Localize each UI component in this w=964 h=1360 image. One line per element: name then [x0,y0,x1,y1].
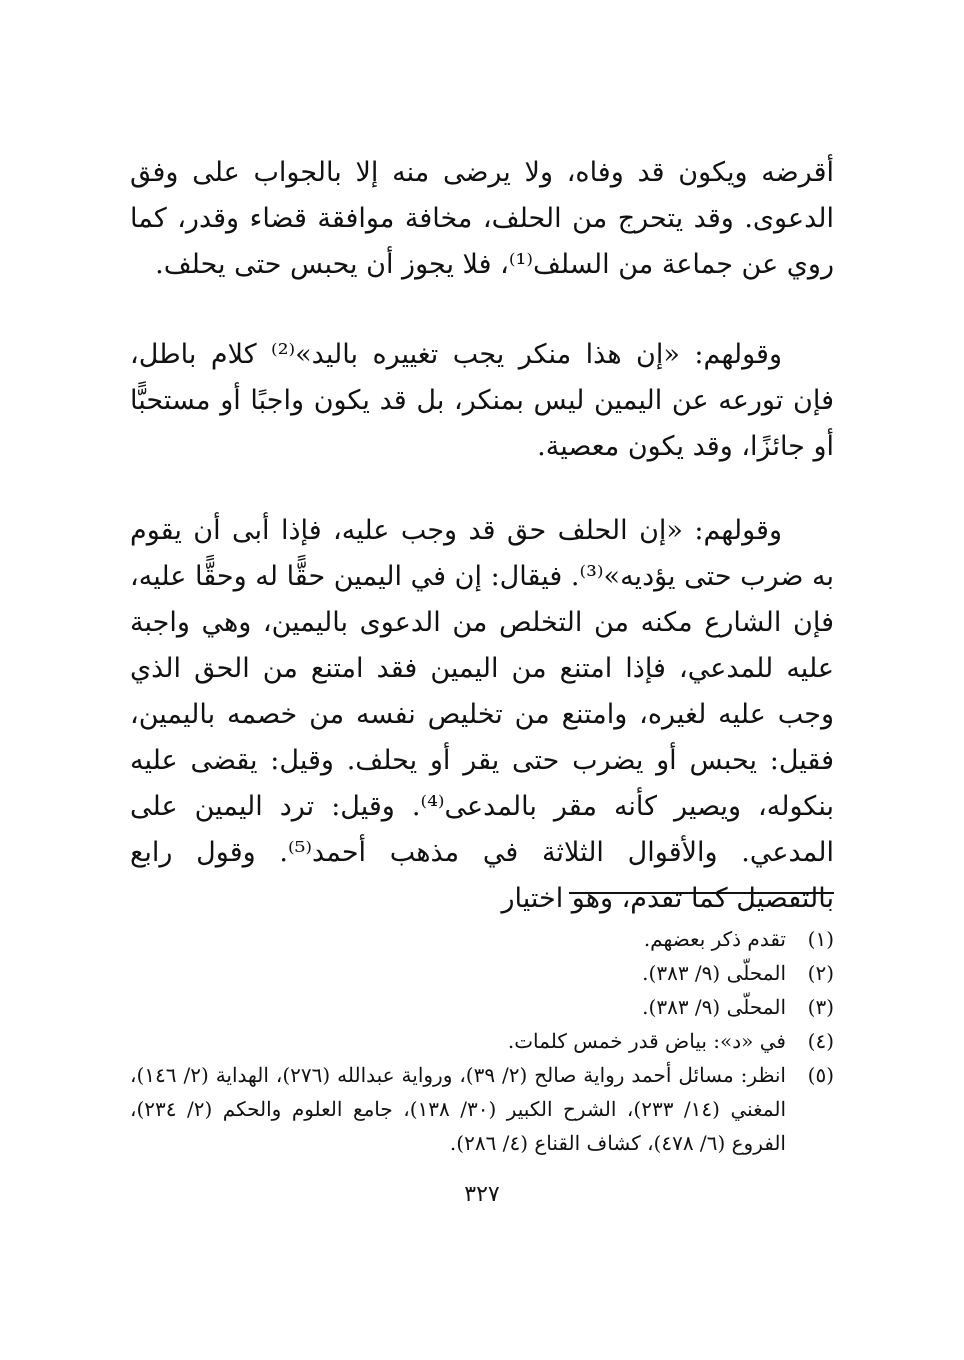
footnote-text: المحلّى (٩/ ٣٨٣). [642,961,786,985]
footnote-item [130,956,834,990]
paragraph-2: وقولهم: «إن هذا منكر يجب تغييره باليد»⁽²⁾ كلام باطل، فإن تورعه عن اليمين ليس بمنكر، بل قد يكون واجبًا أو مستحبًّا أو جائزًا، وقد يكون معصية. [130,339,834,462]
footnote-text: المحلّى (٩/ ٣٨٣). [642,995,786,1019]
footnote-item [130,990,834,1024]
footnote-number: (٣) [807,995,834,1019]
footnotes-list [130,922,834,1160]
footnote-number: (٤) [807,1029,834,1053]
footnote-text: تقدم ذكر بعضهم. [643,927,786,951]
footnote-separator [569,892,834,894]
footnote-text: في «د»: بياض قدر خمس كلمات. [507,1029,786,1053]
page-number: ٣٢٧ [464,1182,500,1207]
footnote-number: (٥) [807,1063,834,1087]
footnote-item [130,1024,834,1058]
footnote-number: (٢) [807,961,834,985]
paragraph-1: أقرضه ويكون قد وفاه، ولا يرضى منه إلا بالجواب على وفق الدعوى. وقد يتحرج من الحلف، مخافة موافقة قضاء وقدر، كما روي عن جماعة من السلف⁽¹⁾، فلا يجوز أن يحبس حتى يحلف. [130,157,834,280]
book-page [130,150,834,1230]
footnote-text: انظر: مسائل أحمد رواية صالح (٢/ ٣٩)، ورواية عبدالله (٢٧٦)، الهداية (٢/ ١٤٦)، المغني (١٤/ ٢٣٣)، الشرح الكبير (٣٠/ ١٣٨)، جامع العلوم والحكم (٢/ ٢٣٤)، الفروع (٦/ ٤٧٨)، كشاف القناع (٤/ ٢٨٦). [130,1063,787,1155]
footnote-item [130,1058,834,1160]
paragraph-3: وقولهم: «إن الحلف حق قد وجب عليه، فإذا أبى أن يقوم به ضرب حتى يؤديه»⁽³⁾. فيقال: إن في اليمين حقًّا له وحقًّا عليه، فإن الشارع مكنه من التخلص من الدعوى باليمين، وهي واجبة عليه للمدعي، فإذا امتنع من اليمين فقد امتنع من الحق الذي وجب عليه لغيره، وامتنع من تخليص نفسه من خصمه باليمين، فقيل: يحبس أو يضرب حتى يقر أو يحلف. وقيل: يقضى عليه بنكوله، ويصير كأنه مقر بالمدعى⁽⁴⁾. وقيل: ترد اليمين على المدعي. والأقوال الثلاثة في مذهب أحمد⁽⁵⁾. وقول رابع بالتفصيل كما تقدم، وهو اختيار [130,515,835,914]
footnote-number: (١) [807,927,834,951]
footnote-item [130,922,834,956]
